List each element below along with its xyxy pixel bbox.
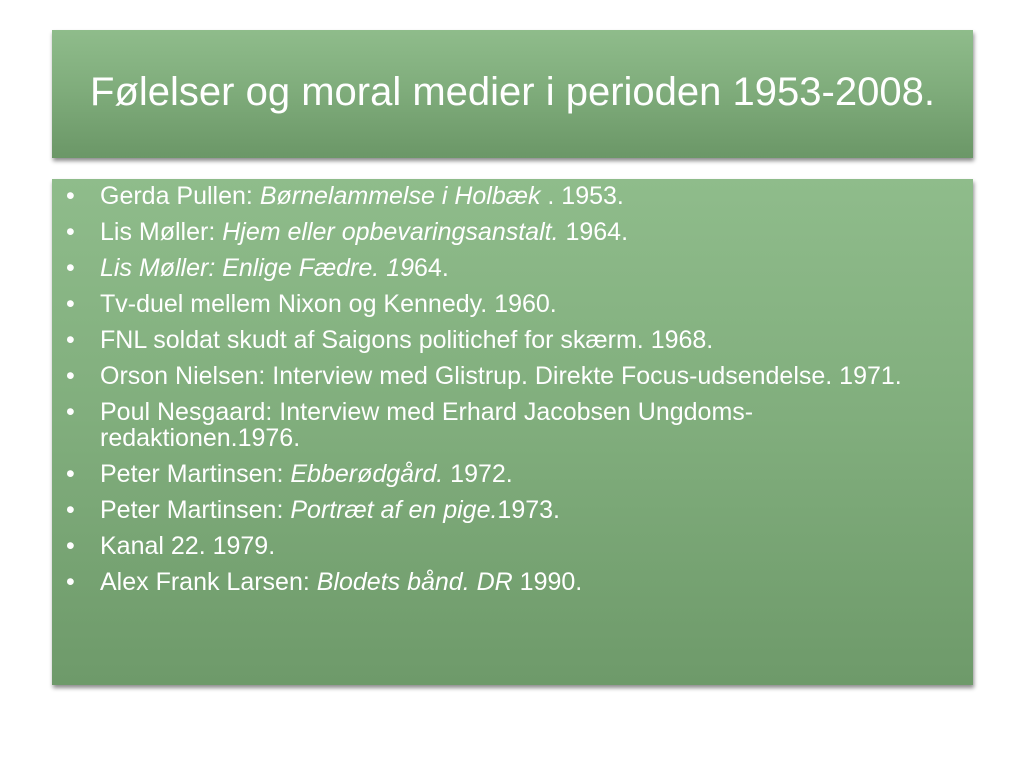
item-text: Kanal 22. 1979. [100,532,276,560]
item-title: Lis Møller: Enlige Fædre. 19 [100,254,415,282]
list-item [60,291,933,317]
bullet-icon: • [66,254,75,282]
item-title: Ebberødgård. [290,460,444,488]
item-title: Børnelammelse i Holbæk [259,182,541,210]
list-item [60,363,933,389]
list-item [60,183,933,209]
item-text: Alex Frank Larsen: [100,568,317,596]
list-item [60,219,933,245]
bullet-icon: • [66,218,75,246]
bullet-icon: • [66,532,75,560]
list-item [60,569,933,595]
item-text: Tv-duel mellem Nixon og Kennedy. 1960. [100,290,557,318]
item-year: . 1953. [540,182,624,210]
item-text: FNL soldat skudt af Saigons politichef for skærm. 1968. [100,326,714,354]
item-year: 64. [414,254,449,282]
list-item [60,327,933,353]
bullet-icon: • [66,182,75,210]
bullet-icon: • [66,290,75,318]
item-text: Gerda Pullen: [100,182,260,210]
bullet-icon: • [66,326,75,354]
bullet-icon: • [66,568,75,596]
slide-title: Følelser og moral medier i perioden 1953-2008. [90,70,935,114]
list-item [60,497,933,523]
item-year: 1990. [512,568,583,596]
bullet-icon: • [66,362,75,390]
item-text: Lis Møller: [100,218,223,246]
item-text: Poul Nesgaard: Interview med Erhard Jacobsen Ungdoms-redaktionen.1976. [100,398,754,452]
bullet-icon: • [66,398,75,426]
item-text: Peter Martinsen: [100,496,291,524]
list-item [60,255,933,281]
item-text: Orson Nielsen: Interview med Glistrup. Direkte Focus-udsendelse. 1971. [100,362,902,390]
list-item [60,399,933,451]
item-year: 1964. [558,218,629,246]
list-item [60,461,933,487]
list-item [60,533,933,559]
item-title: Hjem eller opbevaringsanstalt. [222,218,559,246]
bullet-icon: • [66,460,75,488]
bullet-list [60,183,933,595]
bullet-icon: • [66,496,75,524]
title-panel [52,30,973,158]
item-title: Portræt af en pige. [290,496,498,524]
item-text: Peter Martinsen: [100,460,291,488]
item-year: 1972. [443,460,513,488]
item-title: Blodets bånd. DR [316,568,513,596]
item-year: 1973. [497,496,560,524]
content-panel [52,179,973,685]
